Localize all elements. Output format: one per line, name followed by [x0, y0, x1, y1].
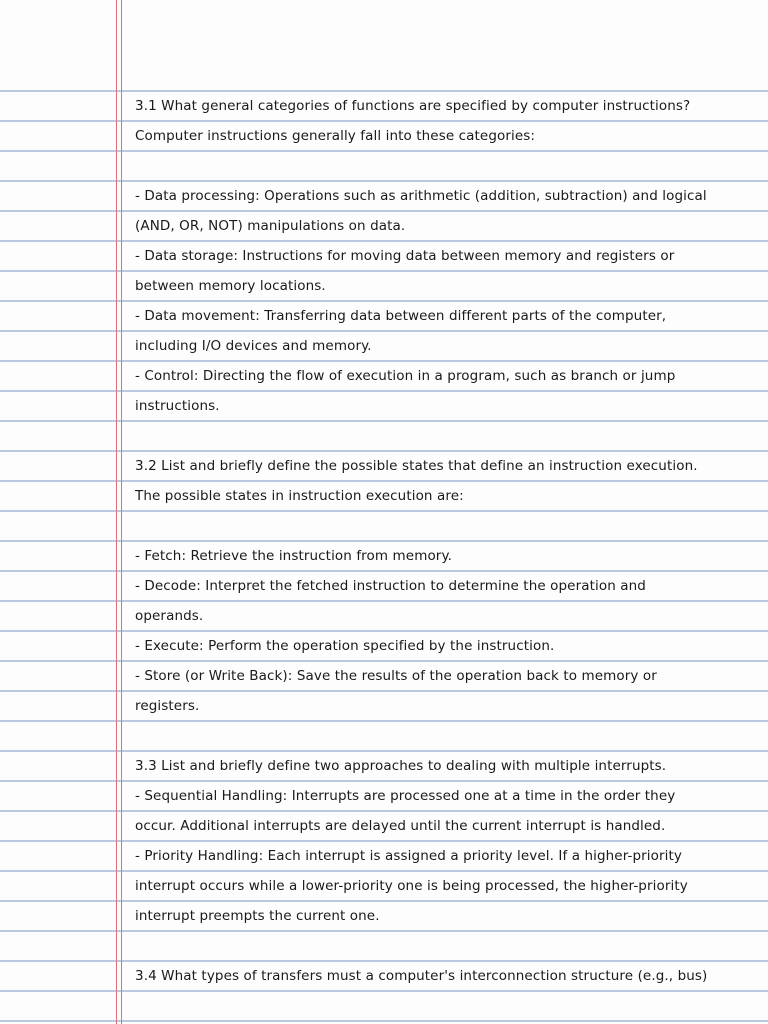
text-line: - Priority Handling: Each interrupt is assigned a priority level. If a higher-priority	[135, 848, 682, 864]
text-line: occur. Additional interrupts are delayed until the current interrupt is handled.	[135, 818, 666, 834]
text-line: registers.	[135, 698, 200, 714]
text-line: - Control: Directing the flow of execution in a program, such as branch or jump	[135, 368, 676, 384]
margin-line-right	[121, 0, 122, 1024]
text-line: (AND, OR, NOT) manipulations on data.	[135, 218, 406, 234]
blank-line	[135, 512, 755, 542]
blank-line	[135, 932, 755, 962]
blank-line	[135, 422, 755, 452]
text-line: including I/O devices and memory.	[135, 338, 372, 354]
text-line: - Decode: Interpret the fetched instruction to determine the operation and	[135, 578, 646, 594]
text-line: 3.2 List and briefly define the possible states that define an instruction execution.	[135, 458, 698, 474]
text-line: interrupt preempts the current one.	[135, 908, 380, 924]
text-line: 3.1 What general categories of functions are specified by computer instructions?	[135, 98, 691, 114]
text-line: 3.3 List and briefly define two approaches to dealing with multiple interrupts.	[135, 758, 667, 774]
text-line: - Data storage: Instructions for moving data between memory and registers or	[135, 248, 675, 264]
notes-content	[135, 92, 755, 992]
blank-line	[135, 722, 755, 752]
text-line: interrupt occurs while a lower-priority one is being processed, the higher-priority	[135, 878, 688, 894]
text-line: Computer instructions generally fall into these categories:	[135, 128, 536, 144]
text-line: - Data movement: Transferring data between different parts of the computer,	[135, 308, 667, 324]
text-line: instructions.	[135, 398, 220, 414]
margin-line-left	[116, 0, 117, 1024]
blank-line	[135, 152, 755, 182]
text-line: - Sequential Handling: Interrupts are processed one at a time in the order they	[135, 788, 676, 804]
text-line: 3.4 What types of transfers must a computer's interconnection structure (e.g., bus)	[135, 968, 708, 984]
text-line: - Fetch: Retrieve the instruction from memory.	[135, 548, 453, 564]
text-line: The possible states in instruction execution are:	[135, 488, 464, 504]
text-line: operands.	[135, 608, 204, 624]
text-line: - Store (or Write Back): Save the results of the operation back to memory or	[135, 668, 657, 684]
text-line: - Execute: Perform the operation specified by the instruction.	[135, 638, 555, 654]
text-line: between memory locations.	[135, 278, 326, 294]
text-line: - Data processing: Operations such as arithmetic (addition, subtraction) and logical	[135, 188, 707, 204]
